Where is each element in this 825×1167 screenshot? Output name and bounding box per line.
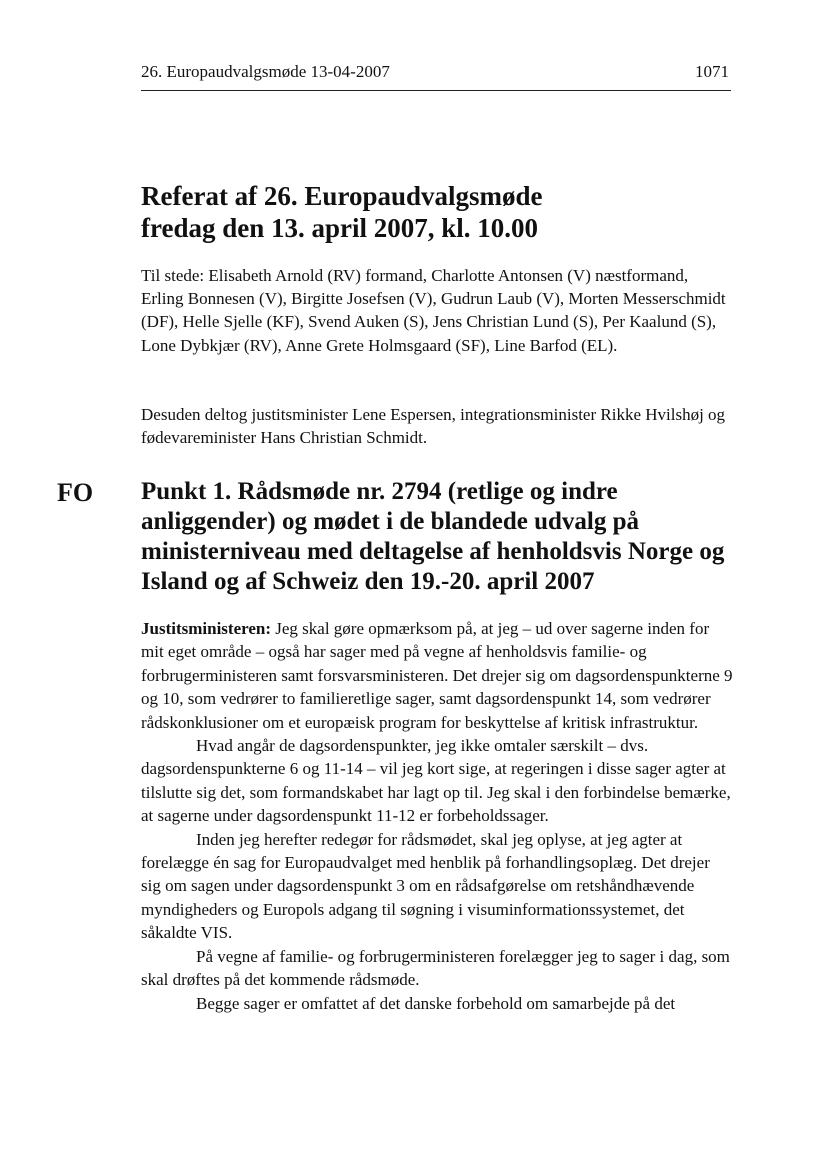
running-title: 26. Europaudvalgsmøde 13-04-2007 [141, 62, 390, 81]
title-line-2: fredag den 13. april 2007, kl. 10.00 [141, 213, 539, 243]
title-line-1: Referat af 26. Europaudvalgsmøde [141, 181, 543, 211]
speech-paragraph: Inden jeg herefter redegør for rådsmødet, skal jeg oplyse, at jeg agter at forelægge én sag for Europaudvalget med henblik på forhandlingsoplæg. Det drejer sig om sagen under dagsordenspunkt 3 om en rådsafgørelse om retshåndhævende myndigheders og Europols adgang til søgning i visuminformationssystemet, det såkaldte VIS. [141, 829, 710, 943]
document-title [141, 180, 741, 244]
agenda-item-heading: Punkt 1. Rådsmøde nr. 2794 (retlige og indre anliggender) og mødet i de blandede udvalg på ministerniveau med deltagelse af henholdsvis Norge og Island og af Schweiz den 19.-20. april 2007 [141, 478, 725, 595]
page-number: 1071 [695, 62, 729, 81]
speech-text: Jeg skal gøre opmærksom på, at jeg – ud over sagerne inden for mit eget område – også har sager med på vegne af henholdsvis familie- og forbrugerministeren samt forsvarsministeren. Det drejer sig om dagsordenspunkterne 9 og 10, som vedrører to familieretlige sager, samt dagsordenspunkt 14, som vedrører rådskonklusioner om et europæisk program for beskyttelse af kritisk infrastruktur. [141, 619, 733, 732]
page-header [141, 62, 729, 82]
speaker-name: Justitsministeren: [141, 619, 272, 638]
margin-label: FO [57, 478, 94, 507]
header-divider [141, 90, 731, 91]
speech-paragraph: Hvad angår de dagsordenspunkter, jeg ikke omtaler særskilt – dvs. dagsordenspunkterne 6 og 11-14 – vil jeg kort sige, at regeringen i disse sager agter at tilslutte sig det, som formandskabet har lagt op til. Jeg skal i den forbindelse bemærke, at sagerne under dagsordenspunkt 11-12 er forbeholdssager. [141, 736, 731, 826]
also-present-paragraph: Desuden deltog justitsminister Lene Espersen, integrationsminister Rikke Hvilshøj og fødevareminister Hans Christian Schmidt. [141, 405, 726, 448]
speech-paragraph [141, 617, 733, 734]
speech-section [141, 617, 733, 1015]
attendance-paragraph: Til stede: Elisabeth Arnold (RV) formand, Charlotte Antonsen (V) næstformand, Erling Bonnesen (V), Birgitte Josefsen (V), Gudrun Laub (V), Morten Messerschmidt (DF), Helle Sjelle (KF), Svend Auken (S), Jens Christian Lund (S), Per Kaalund (S), Lone Dybkjær (RV), Anne Grete Holmsgaard (SF), Line Barfod (EL). [141, 266, 726, 355]
speech-paragraph: Begge sager er omfattet af det danske forbehold om samarbejde på det [196, 993, 676, 1013]
speech-paragraph: På vegne af familie- og forbrugerministeren forelægger jeg to sager i dag, som skal drøftes på det kommende rådsmøde. [141, 946, 730, 990]
